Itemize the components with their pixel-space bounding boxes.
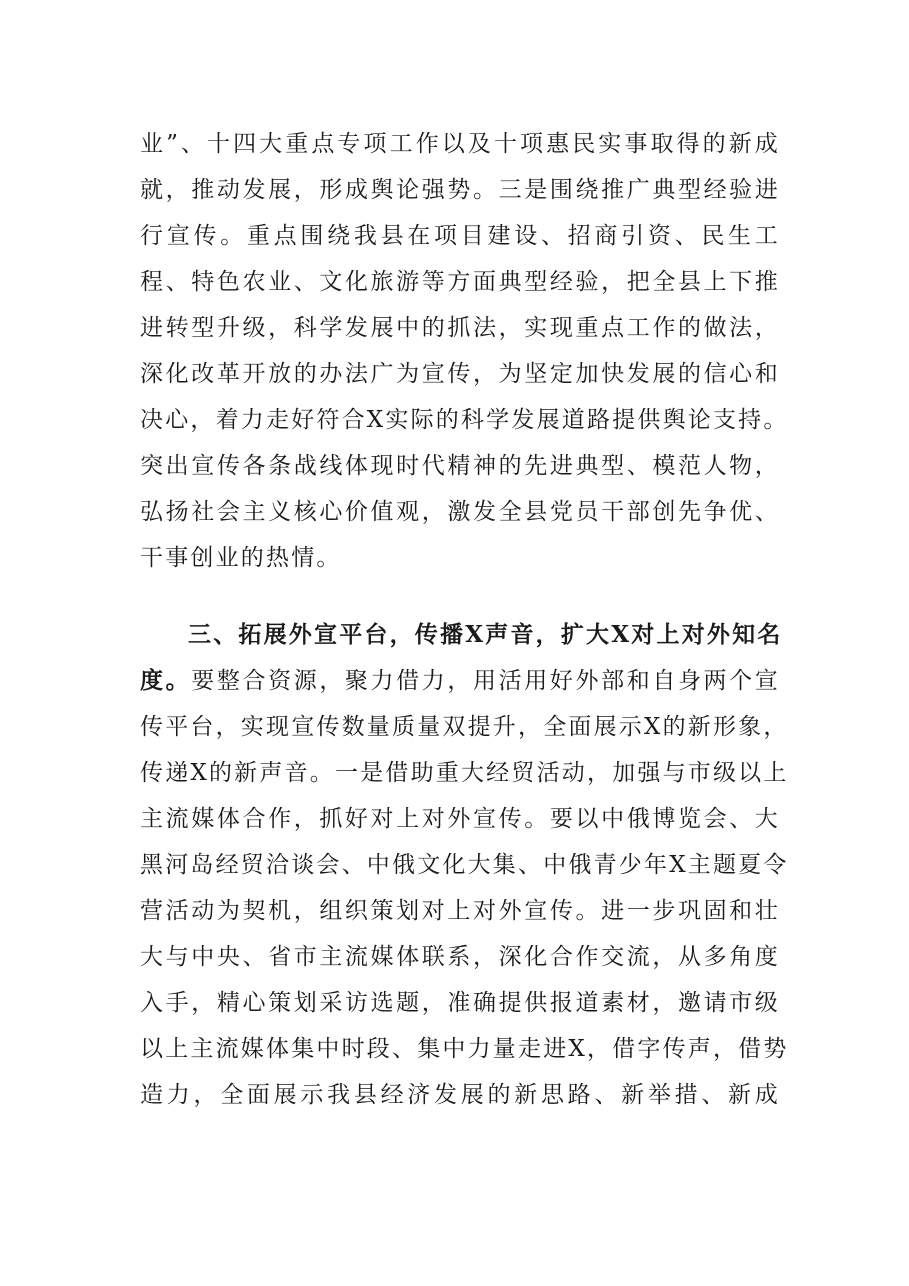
text-line: 深化改革开放的办法广为宣传，为坚定加快发展的信心和 (140, 361, 780, 387)
text-line-rest: 要整合资源，聚力借力，用活用好外部和自身两个宣 (191, 668, 780, 694)
text-line: 以上主流媒体集中时段、集中力量走进X，借字传声，借势 (140, 1036, 789, 1062)
text-line: 就，推动发展，形成舆论强势。三是围绕推广典型经验进 (140, 177, 780, 203)
text-line: 干事创业的热情。 (140, 545, 342, 571)
text-line: 传平台，实现宣传数量质量双提升，全面展示X的新形象， (140, 714, 789, 740)
text-line: 进转型升级，科学发展中的抓法，实现重点工作的做法， (140, 315, 780, 341)
text-line: 大与中央、省市主流媒体联系，深化合作交流，从多角度 (140, 944, 780, 970)
text-line: 黑河岛经贸洽谈会、中俄文化大集、中俄青少年X主题夏令 (140, 852, 789, 878)
text-line: 营活动为契机，组织策划对上对外宣传。进一步巩固和壮 (140, 898, 780, 924)
section-heading: 三、拓展外宣平台，传播X声音，扩大X对上对外知名 (188, 621, 783, 648)
text-line: 入手，精心策划采访选题，准确提供报道素材，邀请市级 (140, 990, 780, 1016)
paragraph-2 (140, 612, 789, 1118)
text-line: 突出宣传各条战线体现时代精神的先进典型、模范人物， (140, 453, 780, 479)
text-line: 主流媒体合作，抓好对上对外宣传。要以中俄博览会、大 (140, 806, 780, 832)
text-line: 决心，着力走好符合X实际的科学发展道路提供舆论支持。 (140, 407, 789, 433)
text-line: 行宣传。重点围绕我县在项目建设、招商引资、民生工 (140, 223, 780, 249)
text-line: 业”、十四大重点专项工作以及十项惠民实事取得的新成 (140, 131, 780, 157)
text-line: 造力，全面展示我县经济发展的新思路、新举措、新成 (140, 1082, 780, 1108)
text-line: 弘扬社会主义核心价值观，激发全县党员干部创先争优、 (140, 499, 780, 525)
paragraph-1 (140, 121, 789, 581)
text-line: 程、特色农业、文化旅游等方面典型经验，把全县上下推 (140, 269, 780, 295)
section-heading-end: 度。 (140, 667, 192, 694)
text-line: 传递X的新声音。一是借助重大经贸活动，加强与市级以上 (140, 760, 789, 786)
text-line (140, 658, 780, 704)
